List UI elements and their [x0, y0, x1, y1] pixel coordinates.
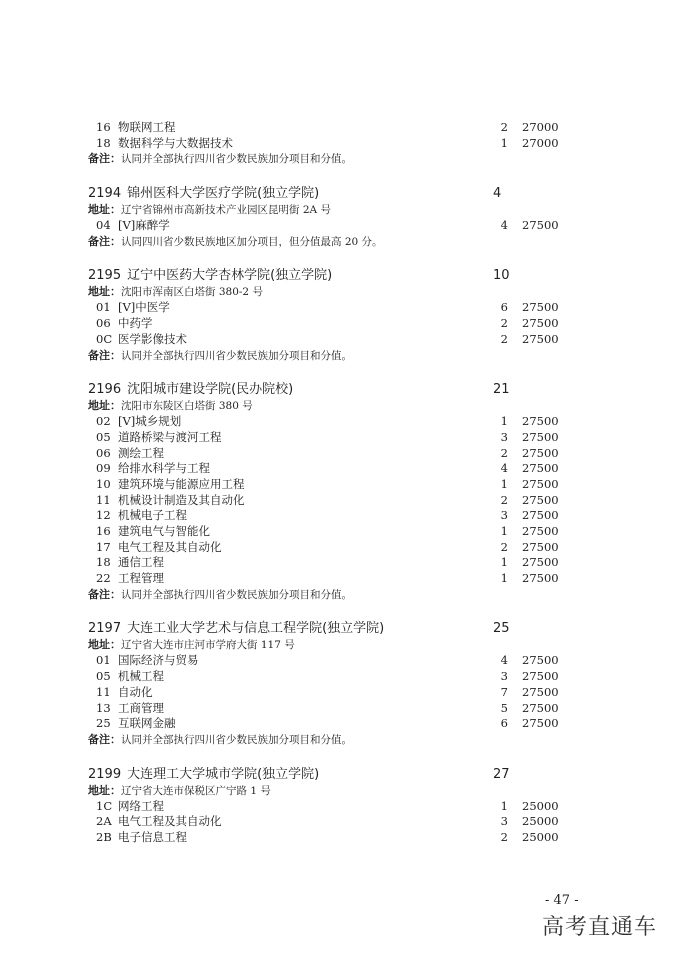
major-row: [88, 814, 568, 830]
major-count: 4: [500, 461, 508, 476]
major-name: 机械工程: [118, 669, 164, 684]
major-fee: 27500: [522, 539, 559, 554]
major-name: 建筑电气与智能化: [118, 524, 210, 538]
address-label: 地址：: [88, 783, 121, 797]
school-count: 27: [493, 766, 510, 782]
major-row: [88, 540, 568, 556]
major-name: [V]麻醉学: [118, 218, 170, 233]
major-row: [88, 524, 568, 540]
major-row: [88, 653, 568, 669]
school-code: 2196: [88, 382, 122, 398]
major-fee: 27500: [522, 218, 559, 233]
school-code: 2195: [88, 268, 122, 284]
major-fee: 27500: [522, 669, 559, 684]
school-name: 大连理工大学城市学院(独立学院): [127, 766, 320, 782]
address-label: 地址：: [88, 285, 121, 299]
major-name: 物联网工程: [118, 120, 176, 134]
major-name: 国际经济与贸易: [118, 653, 199, 668]
address-text: 辽宁省锦州市高新技术产业园区昆明街 2A 号: [121, 204, 331, 217]
major-fee: 27000: [522, 120, 559, 134]
school-code: 2199: [88, 766, 122, 782]
major-name: 机械设计制造及其自动化: [118, 492, 245, 507]
major-row: [88, 300, 568, 316]
school-count: 10: [493, 268, 510, 284]
major-row: [88, 218, 568, 234]
note-label: 备注：: [88, 152, 121, 166]
major-code: 06: [96, 445, 111, 460]
major-fee: 27500: [522, 414, 559, 429]
major-count: 1: [500, 524, 508, 538]
major-fee: 27500: [522, 461, 559, 476]
major-fee: 27500: [522, 555, 559, 570]
major-fee: 27500: [522, 476, 559, 491]
major-name: 工程管理: [118, 571, 164, 586]
major-count: 2: [500, 120, 508, 134]
major-code: 04: [96, 218, 111, 233]
note-label: 备注：: [88, 234, 121, 248]
major-name: 工商管理: [118, 700, 164, 715]
page-number: - 47 -: [545, 893, 579, 908]
major-count: 4: [500, 653, 508, 668]
school-address: [88, 398, 568, 414]
note: [88, 348, 568, 364]
major-name: [V]中医学: [118, 300, 170, 315]
school-count: 21: [493, 382, 510, 398]
major-count: 2: [500, 829, 508, 844]
major-code: 05: [96, 429, 111, 444]
school-count: 25: [493, 621, 510, 637]
major-fee: 27500: [522, 300, 559, 315]
major-row: [88, 716, 568, 732]
major-code: 16: [96, 120, 111, 134]
major-name: 给排水科学与工程: [118, 461, 210, 476]
major-count: 2: [500, 492, 508, 507]
major-row: [88, 508, 568, 524]
school-header: [88, 620, 568, 637]
school-address: [88, 284, 568, 300]
major-name: 建筑环境与能源应用工程: [118, 476, 245, 491]
note: [88, 732, 568, 748]
major-name: 数据科学与大数据技术: [118, 135, 233, 150]
major-count: 3: [500, 429, 508, 444]
major-row: [88, 555, 568, 571]
major-fee: 27500: [522, 571, 559, 586]
major-count: 1: [500, 798, 508, 813]
address-label: 地址：: [88, 638, 121, 652]
watermark: 高考直通车: [542, 915, 658, 940]
note-text: 认同四川省少数民族地区加分项目，但分值最高 20 分。: [121, 235, 383, 248]
major-row: [88, 430, 568, 446]
major-code: 18: [96, 135, 111, 150]
major-fee: 27500: [522, 316, 559, 331]
note-text: 认同并全部执行四川省少数民族加分项目和分值。: [121, 349, 352, 362]
major-fee: 27500: [522, 700, 559, 715]
major-row: [88, 799, 568, 815]
note-label: 备注：: [88, 348, 121, 362]
major-name: 电子信息工程: [118, 829, 187, 844]
major-row: [88, 332, 568, 348]
enrollment-list: [88, 120, 568, 846]
school-address: [88, 637, 568, 653]
major-code: 16: [96, 524, 111, 538]
school-name: 辽宁中医药大学杏林学院(独立学院): [127, 268, 333, 284]
major-fee: 25000: [522, 814, 559, 829]
major-count: 2: [500, 316, 508, 331]
major-fee: 27500: [522, 445, 559, 460]
school-header: [88, 381, 568, 398]
note-text: 认同并全部执行四川省少数民族加分项目和分值。: [121, 733, 352, 746]
major-count: 3: [500, 814, 508, 829]
major-count: 1: [500, 414, 508, 429]
major-count: 2: [500, 539, 508, 554]
major-fee: 27500: [522, 429, 559, 444]
major-fee: 27500: [522, 684, 559, 699]
major-count: 3: [500, 508, 508, 523]
major-row: [88, 120, 568, 136]
major-fee: 27500: [522, 508, 559, 523]
address-text: 沈阳市东陵区白塔街 380 号: [121, 400, 253, 413]
major-fee: 27500: [522, 716, 559, 731]
major-code: 1C: [96, 798, 113, 813]
major-code: 17: [96, 539, 111, 554]
major-fee: 27500: [522, 331, 559, 346]
school-count: 4: [493, 186, 502, 202]
major-name: 电气工程及其自动化: [118, 814, 222, 829]
major-name: 机械电子工程: [118, 508, 187, 523]
address-text: 沈阳市浑南区白塔街 380-2 号: [121, 286, 263, 299]
major-fee: 27500: [522, 653, 559, 668]
major-code: 22: [96, 571, 111, 586]
major-row: [88, 571, 568, 587]
major-row: [88, 446, 568, 462]
major-code: 01: [96, 653, 111, 668]
major-fee: 27500: [522, 524, 559, 538]
school-name: 大连工业大学艺术与信息工程学院(独立学院): [127, 621, 385, 637]
major-count: 1: [500, 135, 508, 150]
major-code: 05: [96, 669, 111, 684]
major-row: [88, 316, 568, 332]
school-header: [88, 267, 568, 284]
major-row: [88, 477, 568, 493]
major-count: 1: [500, 555, 508, 570]
school-code: 2197: [88, 621, 122, 637]
major-row: [88, 669, 568, 685]
major-row: [88, 461, 568, 477]
school-name: 锦州医科大学医疗学院(独立学院): [127, 186, 320, 202]
major-name: 医学影像技术: [118, 331, 187, 346]
school-code: 2194: [88, 186, 122, 202]
address-text: 辽宁省大连市保税区广宁路 1 号: [121, 784, 271, 797]
major-row: [88, 830, 568, 846]
major-row: [88, 414, 568, 430]
major-code: 25: [96, 716, 111, 731]
address-label: 地址：: [88, 203, 121, 217]
major-code: 02: [96, 414, 111, 429]
school-address: [88, 202, 568, 218]
major-name: 互联网金融: [118, 716, 176, 731]
address-label: 地址：: [88, 399, 121, 413]
major-name: [V]城乡规划: [118, 414, 182, 429]
school-header: [88, 185, 568, 202]
major-name: 道路桥梁与渡河工程: [118, 429, 222, 444]
major-count: 4: [500, 218, 508, 233]
major-code: 12: [96, 508, 111, 523]
major-code: 11: [96, 492, 111, 507]
major-name: 通信工程: [118, 555, 164, 570]
note: [88, 587, 568, 603]
major-count: 1: [500, 476, 508, 491]
major-count: 3: [500, 669, 508, 684]
note-text: 认同并全部执行四川省少数民族加分项目和分值。: [121, 153, 352, 166]
major-row: [88, 493, 568, 509]
note-label: 备注：: [88, 587, 121, 601]
major-code: 0C: [96, 331, 113, 346]
major-row: [88, 136, 568, 152]
major-code: 18: [96, 555, 111, 570]
note-text: 认同并全部执行四川省少数民族加分项目和分值。: [121, 588, 352, 601]
note-label: 备注：: [88, 732, 121, 746]
major-count: 2: [500, 331, 508, 346]
major-fee: 25000: [522, 829, 559, 844]
note: [88, 151, 568, 167]
major-code: 2A: [96, 814, 112, 829]
school-name: 沈阳城市建设学院(民办院校): [127, 382, 294, 398]
school-header: [88, 766, 568, 783]
major-count: 7: [500, 684, 508, 699]
major-name: 测绘工程: [118, 445, 164, 460]
major-code: 06: [96, 316, 111, 331]
major-code: 2B: [96, 829, 112, 844]
major-fee: 27000: [522, 135, 559, 150]
major-row: [88, 685, 568, 701]
major-count: 1: [500, 571, 508, 586]
major-code: 01: [96, 300, 111, 315]
major-count: 2: [500, 445, 508, 460]
major-name: 电气工程及其自动化: [118, 539, 222, 554]
note: [88, 234, 568, 250]
major-fee: 25000: [522, 798, 559, 813]
major-name: 中药学: [118, 316, 153, 331]
major-code: 09: [96, 461, 111, 476]
address-text: 辽宁省大连市庄河市学府大街 117 号: [121, 639, 295, 652]
major-count: 5: [500, 700, 508, 715]
major-name: 自动化: [118, 684, 153, 699]
major-row: [88, 701, 568, 717]
major-code: 11: [96, 684, 111, 699]
major-code: 13: [96, 700, 111, 715]
major-count: 6: [500, 716, 508, 731]
major-count: 6: [500, 300, 508, 315]
school-address: [88, 783, 568, 799]
major-code: 10: [96, 476, 111, 491]
major-name: 网络工程: [118, 798, 164, 813]
major-fee: 27500: [522, 492, 559, 507]
